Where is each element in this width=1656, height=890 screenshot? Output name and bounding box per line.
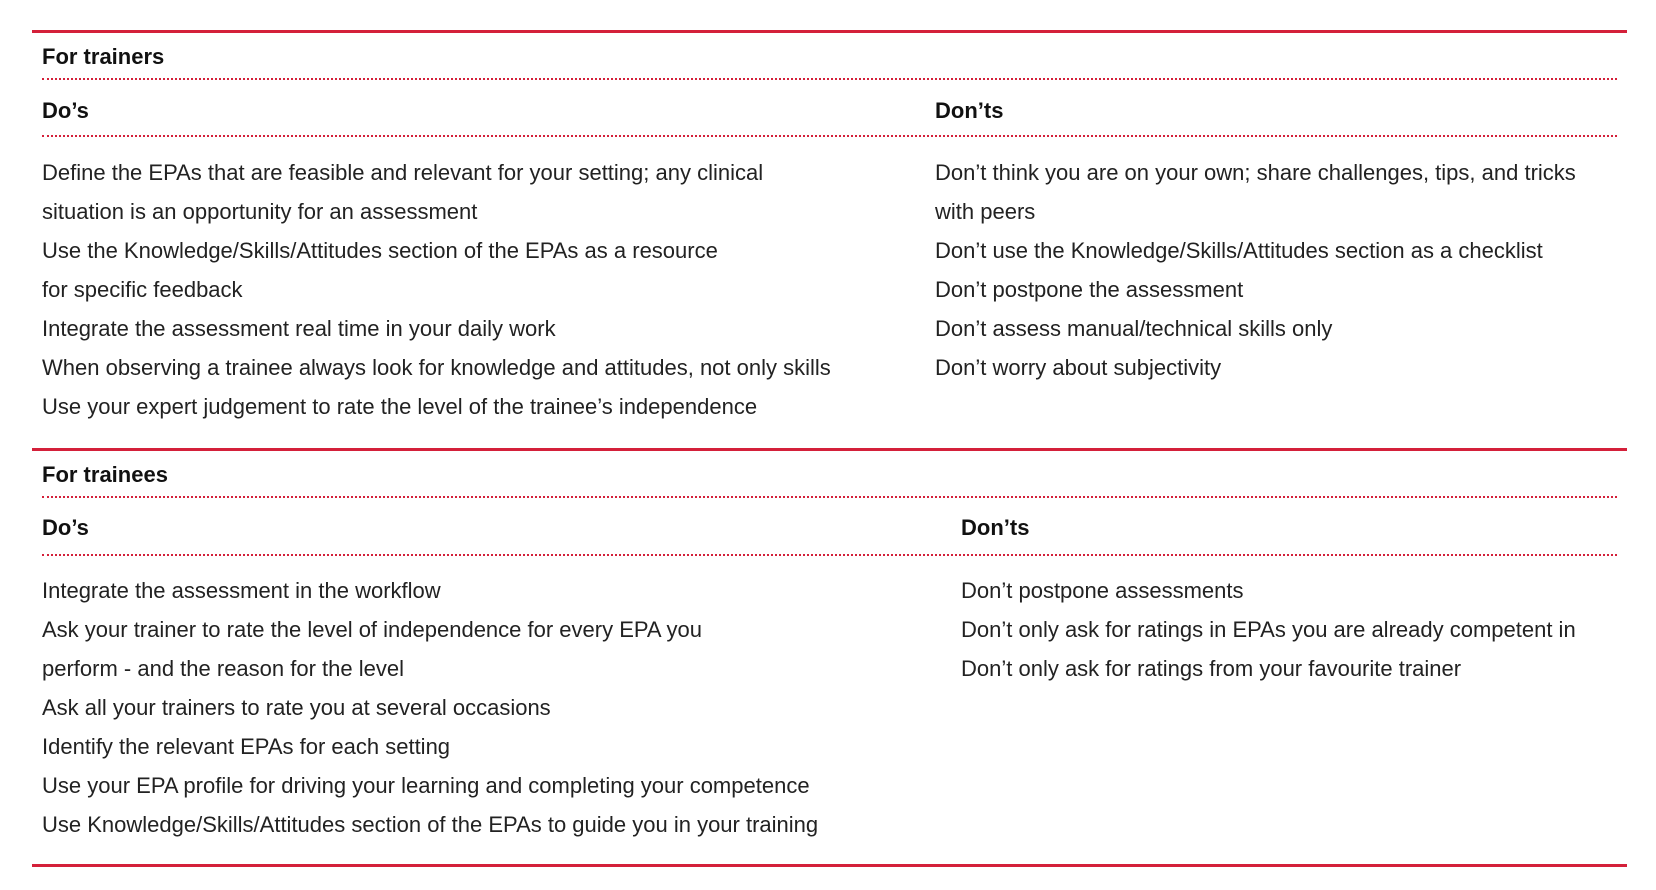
list-item: Don’t use the Knowledge/Skills/Attitudes section as a checklist xyxy=(935,238,1543,263)
list-item: Use the Knowledge/Skills/Attitudes section of the EPAs as a resource for specific feedback xyxy=(42,238,718,302)
trainers-dos-header: Do’s xyxy=(42,98,89,123)
list-item: Integrate the assessment in the workflow xyxy=(42,578,441,603)
trainees-dos-list xyxy=(42,571,947,844)
list-item: Don’t worry about subjectivity xyxy=(935,355,1222,380)
trainees-dos-header: Do’s xyxy=(42,515,89,540)
trainers-title-divider xyxy=(42,78,1617,80)
list-item: Use Knowledge/Skills/Attitudes section of the EPAs to guide you in your training xyxy=(42,812,819,837)
list-item: Don’t only ask for ratings from your favourite trainer xyxy=(961,656,1462,681)
trainers-dos-list xyxy=(42,153,922,426)
trainees-donts-list xyxy=(961,571,1625,688)
list-item: Define the EPAs that are feasible and relevant for your setting; any clinical situation is an opportunity for an assessment xyxy=(42,160,764,224)
list-item: Don’t postpone the assessment xyxy=(935,277,1244,302)
list-item: Use your EPA profile for driving your learning and completing your competence xyxy=(42,773,810,798)
list-item: Don’t assess manual/technical skills only xyxy=(935,316,1333,341)
list-item: Identify the relevant EPAs for each setting xyxy=(42,734,451,759)
dos-donts-table xyxy=(32,30,1627,867)
list-item: Don’t think you are on your own; share challenges, tips, and tricks with peers xyxy=(935,160,1576,224)
trainees-section xyxy=(32,448,1627,864)
table-bottom-rule xyxy=(32,864,1627,867)
list-item: Ask your trainer to rate the level of independence for every EPA you perform - and the reason for the level xyxy=(42,617,702,681)
trainees-donts-header: Don’ts xyxy=(961,515,1030,540)
trainers-section-title: For trainers xyxy=(42,44,165,69)
trainees-section-title: For trainees xyxy=(42,462,168,487)
list-item: Don’t postpone assessments xyxy=(961,578,1244,603)
list-item: Use your expert judgement to rate the level of the trainee’s independence xyxy=(42,394,758,419)
trainees-title-divider xyxy=(42,496,1617,498)
trainees-header-divider xyxy=(42,554,1617,556)
list-item: Integrate the assessment real time in your daily work xyxy=(42,316,556,341)
trainers-section xyxy=(32,30,1627,448)
trainers-header-divider xyxy=(42,135,1617,137)
trainers-donts-list xyxy=(935,153,1625,387)
list-item: Don’t only ask for ratings in EPAs you are already competent in xyxy=(961,617,1576,642)
list-item: When observing a trainee always look for knowledge and attitudes, not only skills xyxy=(42,355,831,380)
list-item: Ask all your trainers to rate you at several occasions xyxy=(42,695,551,720)
trainers-donts-header: Don’ts xyxy=(935,98,1004,123)
